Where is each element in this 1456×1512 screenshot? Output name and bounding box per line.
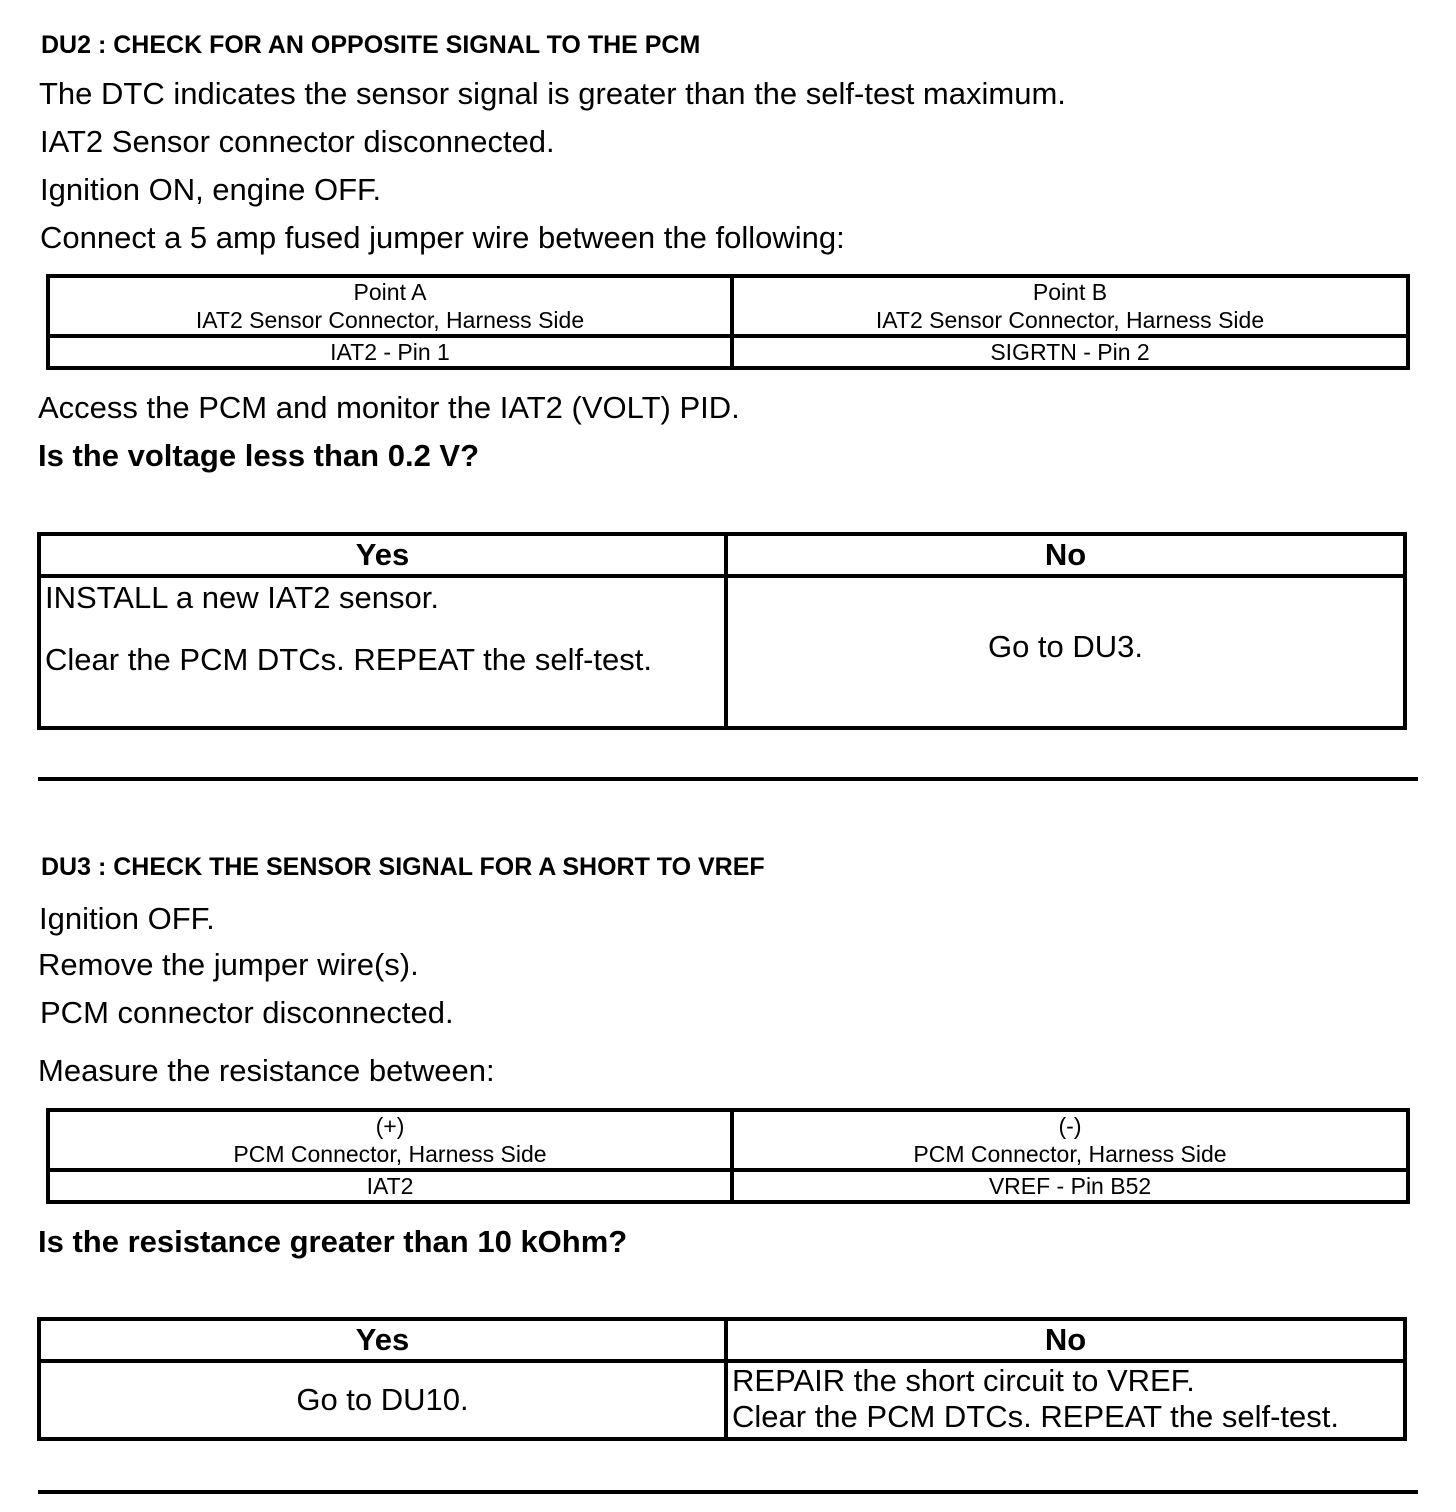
du2-yes-cell	[39, 576, 726, 728]
du2-point-b-header	[732, 276, 1408, 336]
du3-plus-value: IAT2	[48, 1170, 732, 1202]
du2-result-table	[37, 532, 1407, 730]
du3-question: Is the resistance greater than 10 kOhm?	[38, 1224, 628, 1259]
du3-yes-header: Yes	[39, 1319, 726, 1361]
du3-pin-table	[46, 1108, 1410, 1204]
du2-point-a-title: Point A	[353, 279, 427, 305]
section-divider	[38, 777, 1418, 781]
du3-no-line-1: REPAIR the short circuit to VREF.	[732, 1363, 1195, 1398]
du3-yes-cell: Go to DU10.	[39, 1361, 726, 1439]
du2-point-a-value: IAT2 - Pin 1	[48, 336, 732, 368]
du3-step-4: Measure the resistance between:	[38, 1053, 495, 1088]
du3-no-header: No	[726, 1319, 1405, 1361]
du2-point-b-subtitle: IAT2 Sensor Connector, Harness Side	[875, 307, 1265, 333]
du3-plus-header	[48, 1110, 732, 1170]
du2-step-3: Ignition ON, engine OFF.	[40, 172, 382, 207]
du2-question: Is the voltage less than 0.2 V?	[38, 438, 480, 473]
du2-point-b-value: SIGRTN - Pin 2	[732, 336, 1408, 368]
du3-step-2: Remove the jumper wire(s).	[38, 947, 419, 982]
du3-step-3: PCM connector disconnected.	[40, 995, 454, 1030]
du2-point-a-subtitle: IAT2 Sensor Connector, Harness Side	[195, 307, 585, 333]
du2-yes-line-2: Clear the PCM DTCs. REPEAT the self-test.	[45, 642, 652, 677]
bottom-divider	[38, 1490, 1418, 1494]
du3-result-table	[37, 1317, 1407, 1441]
du2-point-b-title: Point B	[1032, 279, 1108, 305]
du3-plus-title: (+)	[375, 1113, 405, 1139]
du2-yes-line-1: INSTALL a new IAT2 sensor.	[45, 580, 439, 615]
du3-step-1: Ignition OFF.	[39, 901, 215, 936]
du2-point-a-header	[48, 276, 732, 336]
du3-plus-subtitle: PCM Connector, Harness Side	[233, 1141, 547, 1167]
du2-heading: DU2 : CHECK FOR AN OPPOSITE SIGNAL TO THE PCM	[41, 31, 701, 59]
du2-step-2: IAT2 Sensor connector disconnected.	[40, 124, 555, 159]
du2-step-4: Connect a 5 amp fused jumper wire between the following:	[40, 220, 845, 255]
du2-pin-table	[46, 274, 1410, 370]
du3-no-cell	[726, 1361, 1405, 1439]
du2-yes-header: Yes	[39, 534, 726, 576]
du3-minus-header	[732, 1110, 1408, 1170]
du3-heading: DU3 : CHECK THE SENSOR SIGNAL FOR A SHORT TO VREF	[41, 853, 765, 881]
du3-minus-subtitle: PCM Connector, Harness Side	[913, 1141, 1227, 1167]
du3-no-line-2: Clear the PCM DTCs. REPEAT the self-test.	[732, 1399, 1339, 1434]
du3-minus-title: (-)	[1058, 1113, 1082, 1139]
du2-no-header: No	[726, 534, 1405, 576]
du2-step-1: The DTC indicates the sensor signal is greater than the self-test maximum.	[39, 76, 1066, 111]
du2-no-cell: Go to DU3.	[726, 576, 1405, 728]
du2-monitor-text: Access the PCM and monitor the IAT2 (VOLT) PID.	[38, 390, 740, 425]
du3-minus-value: VREF - Pin B52	[732, 1170, 1408, 1202]
